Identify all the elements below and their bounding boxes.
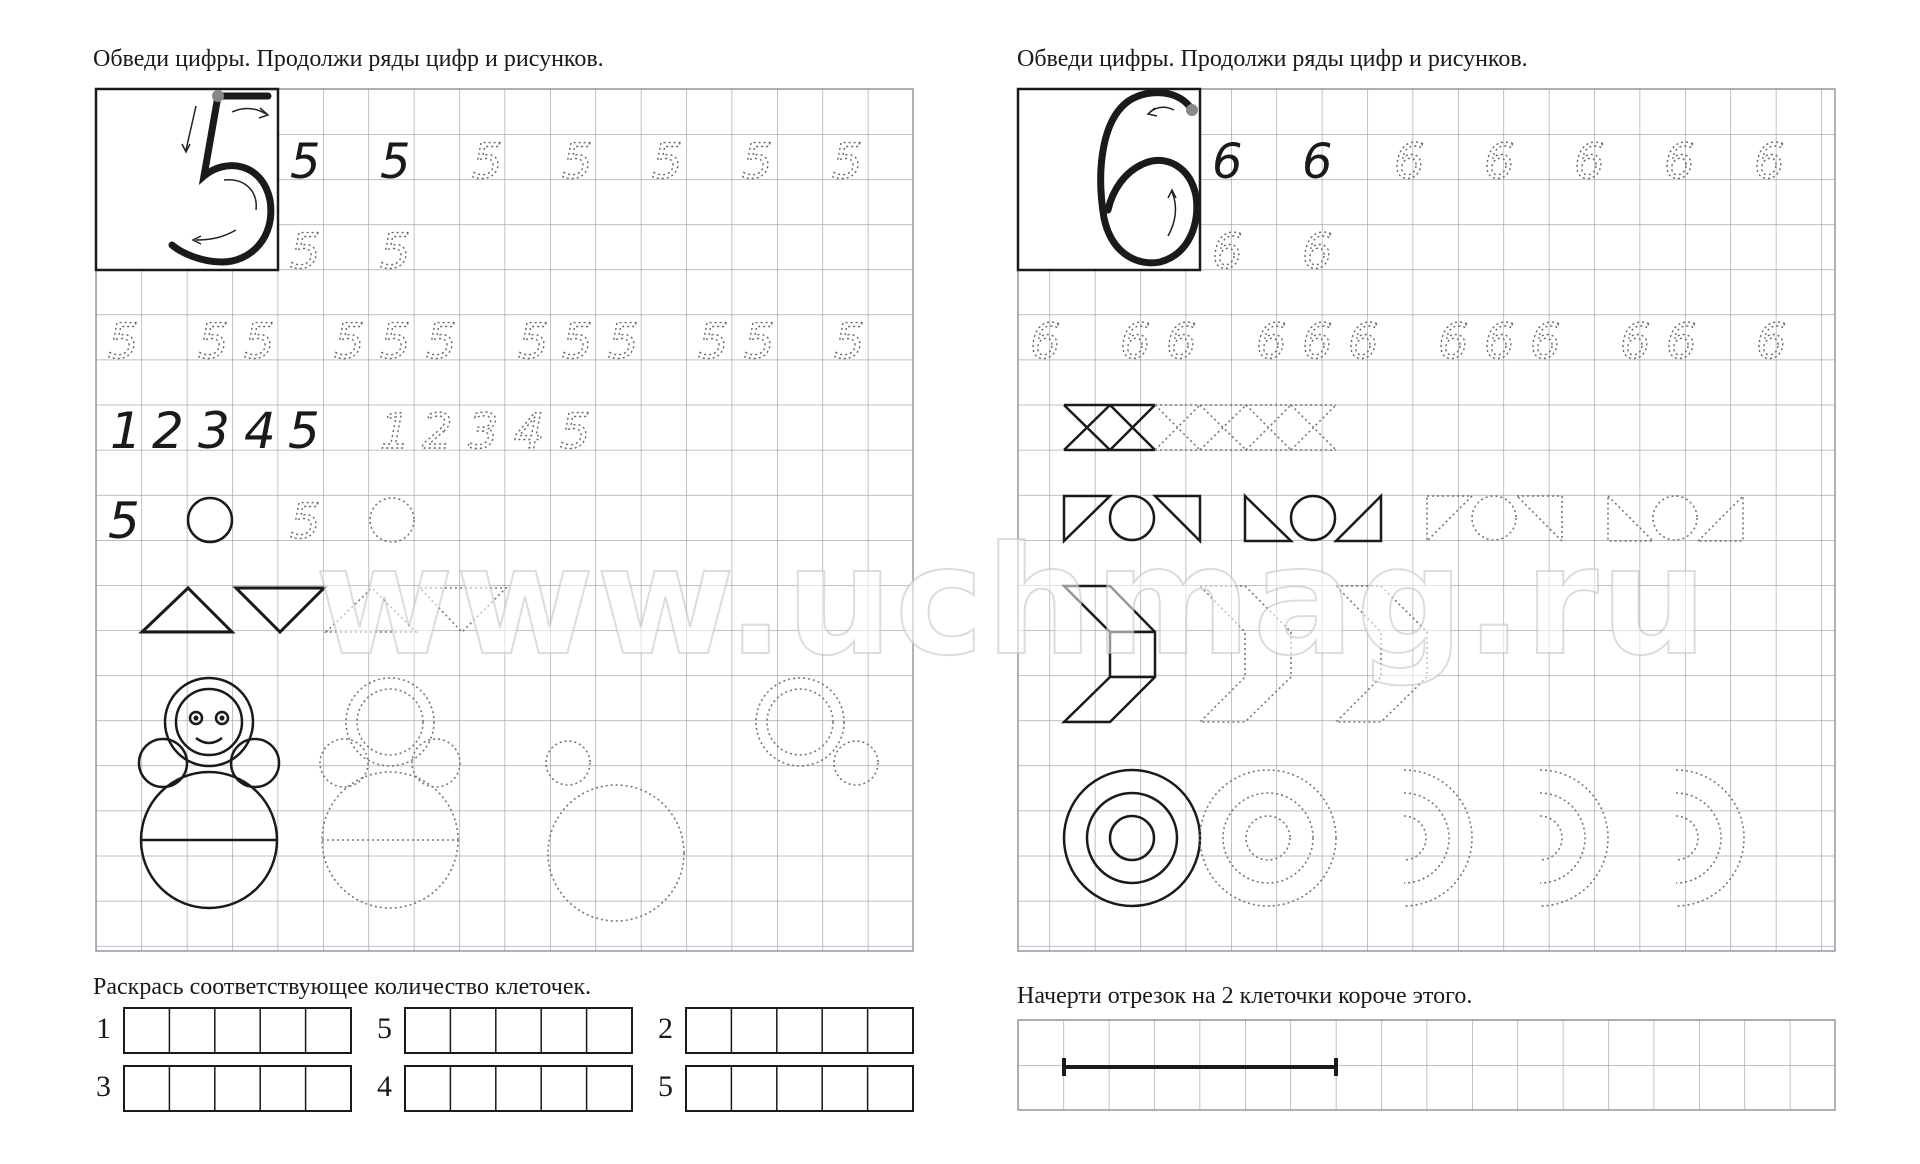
count-label: 2 [658,1012,673,1045]
svg-text:6: 6 [1256,314,1287,370]
svg-text:3: 3 [198,402,230,460]
svg-text:6: 6 [1348,314,1379,370]
segment-task-instruction: Начерти отрезок на 2 клеточки короче этого. [1017,983,1473,1009]
svg-text:5: 5 [560,404,591,460]
svg-text:5: 5 [108,314,139,370]
svg-text:2: 2 [422,404,453,460]
svg-text:5: 5 [608,314,639,370]
svg-text:6: 6 [1302,314,1333,370]
watermark: www.uchmag.ru [315,515,1710,689]
svg-text:5: 5 [334,314,365,370]
svg-text:6: 6 [1664,134,1695,190]
svg-text:1: 1 [380,404,411,460]
svg-text:6: 6 [1302,224,1333,280]
svg-text:5: 5 [380,134,411,190]
right-digit-box [1018,89,1200,270]
color-task-cells[interactable] [124,1008,913,1111]
count-label: 3 [96,1070,111,1103]
count-label: 4 [377,1070,392,1103]
svg-text:6: 6 [1166,314,1197,370]
svg-text:5: 5 [198,314,229,370]
svg-text:5: 5 [472,134,503,190]
color-task-instruction: Раскрась соответствующее количество клеточек. [93,974,592,1000]
svg-text:4: 4 [244,402,276,460]
svg-text:5: 5 [290,494,321,550]
svg-text:6: 6 [1394,134,1425,190]
svg-text:5: 5 [832,134,863,190]
svg-text:6: 6 [1574,134,1605,190]
svg-text:5: 5 [698,314,729,370]
svg-text:6: 6 [1484,314,1515,370]
svg-text:6: 6 [1212,134,1243,190]
svg-text:6: 6 [1302,134,1333,190]
count-label: 5 [377,1012,392,1045]
svg-text:6: 6 [1754,134,1785,190]
svg-text:5: 5 [744,314,775,370]
left-instruction: Обведи цифры. Продолжи ряды цифр и рисунков. [93,46,604,72]
svg-text:5: 5 [108,492,140,550]
svg-text:5: 5 [426,314,457,370]
svg-text:5: 5 [290,224,321,280]
count-label: 1 [96,1012,111,1045]
svg-text:6: 6 [1484,134,1515,190]
svg-text:5: 5 [742,134,773,190]
svg-text:6: 6 [1120,314,1151,370]
svg-text:6: 6 [1620,314,1651,370]
svg-text:5: 5 [652,134,683,190]
count-label: 5 [658,1070,673,1103]
svg-text:6: 6 [1212,224,1243,280]
svg-text:3: 3 [468,404,499,460]
left-digit-box [96,89,278,270]
svg-text:2: 2 [152,402,184,460]
svg-text:6: 6 [1530,314,1561,370]
svg-text:6: 6 [1666,314,1697,370]
svg-text:1: 1 [110,402,142,460]
svg-text:5: 5 [380,314,411,370]
svg-text:6: 6 [1438,314,1469,370]
svg-text:5: 5 [290,134,321,190]
svg-text:5: 5 [562,134,593,190]
svg-text:5: 5 [834,314,865,370]
svg-text:4: 4 [514,404,545,460]
svg-text:5: 5 [518,314,549,370]
svg-text:6: 6 [1030,314,1061,370]
svg-text:5: 5 [380,224,411,280]
svg-text:5: 5 [562,314,593,370]
right-instruction: Обведи цифры. Продолжи ряды цифр и рисунков. [1017,46,1528,72]
svg-text:6: 6 [1756,314,1787,370]
svg-text:5: 5 [288,402,320,460]
svg-text:5: 5 [244,314,275,370]
